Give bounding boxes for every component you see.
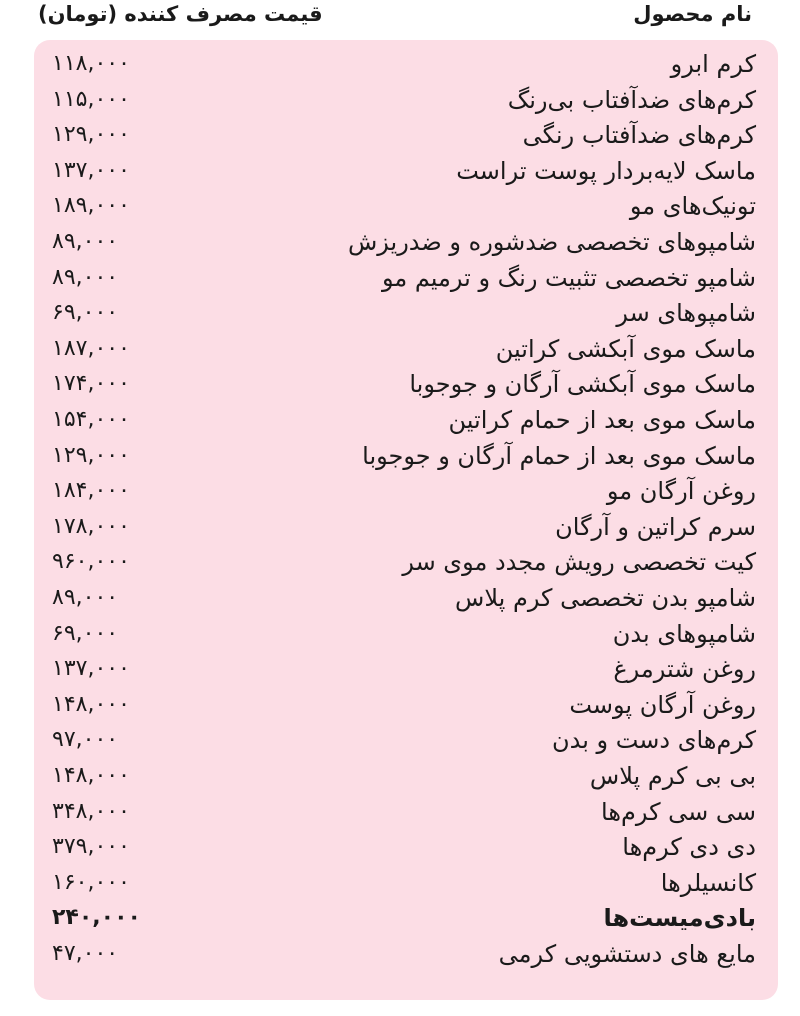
table-row: [34, 473, 778, 509]
table-row: [34, 117, 778, 153]
product-price: ۴۷,۰۰۰: [52, 941, 119, 966]
product-name: ماسک موی بعد از حمام آرگان و جوجوبا: [362, 441, 756, 470]
product-name: کانسیلرها: [660, 868, 756, 897]
product-price: ۲۴۰,۰۰۰: [52, 905, 141, 931]
product-price: ۹۶۰,۰۰۰: [52, 549, 130, 575]
table-row: [34, 295, 778, 331]
table-row: [34, 758, 778, 794]
product-name: شامپوهای بدن: [612, 619, 756, 648]
product-price: ۱۵۴,۰۰۰: [52, 407, 130, 432]
product-price: ۹۷,۰۰۰: [52, 727, 119, 753]
table-row: [34, 438, 778, 474]
product-price: ۸۹,۰۰۰: [52, 264, 119, 290]
product-price: ۱۸۴,۰۰۰: [52, 478, 130, 504]
table-row: [34, 331, 778, 367]
product-name: بی بی کرم پلاس: [589, 762, 756, 790]
product-price: ۸۹,۰۰۰: [52, 229, 119, 254]
product-name: روغن آرگان مو: [606, 477, 756, 506]
product-name: شامپو بدن تخصصی کرم پلاس: [455, 584, 756, 612]
product-price: ۱۴۸,۰۰۰: [52, 691, 130, 717]
product-price: ۱۱۸,۰۰۰: [52, 51, 130, 76]
product-price: ۳۷۹,۰۰۰: [52, 834, 130, 860]
product-name: بادی‌میست‌ها: [603, 904, 756, 933]
product-price: ۱۸۷,۰۰۰: [52, 335, 130, 361]
price-table: [34, 40, 778, 1000]
product-price: ۶۹,۰۰۰: [52, 300, 119, 326]
product-price: ۱۸۹,۰۰۰: [52, 193, 130, 219]
table-row: [34, 224, 778, 260]
product-name: شامپوهای سر: [616, 299, 756, 328]
product-name: شامپوهای تخصصی ضدشوره و ضدریزش: [347, 228, 756, 256]
table-row: [34, 188, 778, 224]
product-price: ۳۴۸,۰۰۰: [52, 798, 130, 824]
product-name: روغن آرگان پوست: [569, 690, 756, 719]
product-name: سی سی کرم‌ها: [601, 797, 756, 826]
table-row: [34, 509, 778, 545]
product-price: ۱۳۷,۰۰۰: [52, 656, 130, 682]
table-row: [34, 402, 778, 438]
product-name: کیت تخصصی رویش مجدد موی سر: [402, 548, 756, 577]
table-row: [34, 260, 778, 296]
product-name: ماسک موی بعد از حمام کراتین: [448, 406, 756, 434]
product-name: ماسک موی آبکشی کراتین: [495, 334, 756, 363]
product-price: ۱۲۹,۰۰۰: [52, 122, 130, 148]
table-row: [34, 366, 778, 402]
table-row: [34, 687, 778, 723]
table-row: [34, 722, 778, 758]
product-price: ۱۶۰,۰۰۰: [52, 869, 130, 895]
product-price: ۱۷۴,۰۰۰: [52, 371, 130, 397]
table-row: [34, 936, 778, 972]
product-price: ۱۷۸,۰۰۰: [52, 513, 130, 539]
table-row: [34, 544, 778, 580]
table-row: [34, 794, 778, 830]
table-row: [34, 616, 778, 652]
product-name: کرم‌های ضدآفتاب بی‌رنگ: [507, 85, 756, 114]
column-header-price: قیمت مصرف کننده (تومان): [38, 2, 323, 26]
table-row: [34, 580, 778, 616]
product-name: کرم‌های دست و بدن: [551, 726, 756, 755]
product-name: دی دی کرم‌ها: [622, 833, 756, 862]
product-price: ۱۲۹,۰۰۰: [52, 442, 130, 468]
product-name: تونیک‌های مو: [629, 192, 756, 221]
product-name: کرم ابرو: [670, 50, 756, 78]
product-name: کرم‌های ضدآفتاب رنگی: [522, 121, 756, 150]
table-row: [34, 153, 778, 189]
product-price: ۱۳۷,۰۰۰: [52, 157, 130, 183]
product-name: مایع های دستشویی کرمی: [498, 940, 756, 968]
product-name: سرم کراتین و آرگان: [555, 512, 756, 541]
product-price: ۶۹,۰۰۰: [52, 620, 119, 646]
table-row: [34, 865, 778, 901]
table-row: [34, 829, 778, 865]
table-row: [34, 900, 778, 936]
table-header: [0, 0, 800, 34]
table-row: [34, 82, 778, 118]
product-name: روغن شترمرغ: [613, 655, 756, 684]
column-header-product-name: نام محصول: [633, 2, 752, 26]
product-name: ماسک موی آبکشی آرگان و جوجوبا: [409, 370, 756, 399]
table-row: [34, 651, 778, 687]
product-name: ماسک لایه‌بردار پوست تراست: [456, 156, 756, 185]
product-name: شامپو تخصصی تثبیت رنگ و ترمیم مو: [381, 263, 756, 292]
product-price: ۱۱۵,۰۰۰: [52, 86, 130, 112]
product-price: ۱۴۸,۰۰۰: [52, 763, 130, 788]
table-row: [34, 46, 778, 82]
product-price: ۸۹,۰۰۰: [52, 585, 119, 610]
